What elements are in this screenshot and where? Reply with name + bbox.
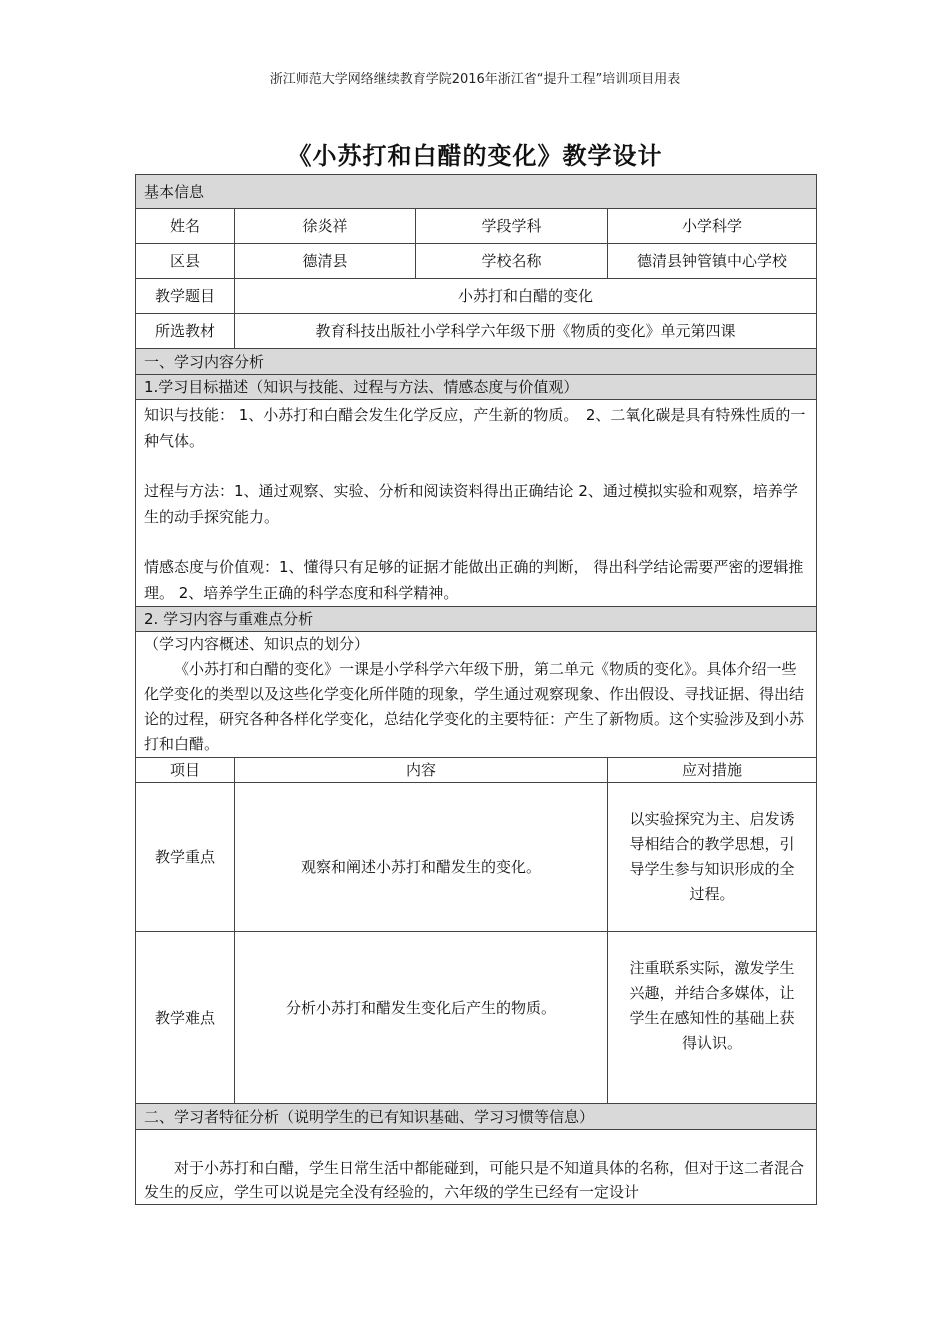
section2-heading-row <box>136 1104 817 1130</box>
page-title: 《小苏打和白醋的变化》教学设计 <box>287 142 663 170</box>
column-header-item: 项目 <box>136 758 235 783</box>
learner-text: 对于小苏打和白醋，学生日常生活中都能碰到，可能只是不知道具体的名称，但对于这二者混合发生的反应，学生可以说是完全没有经验的，六年级的学生已经有一定设计 <box>144 1159 805 1201</box>
topic-row <box>136 279 817 314</box>
content-heading: 2. 学习内容与重难点分析 <box>136 607 817 632</box>
name-value: 徐炎祥 <box>235 209 416 244</box>
goals-heading-row <box>136 375 817 400</box>
content-row <box>136 632 817 758</box>
content-body <box>136 632 817 758</box>
goal-knowledge: 知识与技能： 1、小苏打和白醋会发生化学反应，产生新的物质。 2、二氧化碳是具有特殊性质的一种气体。 <box>144 406 806 450</box>
school-label: 学校名称 <box>416 244 608 279</box>
goals-row <box>136 400 817 607</box>
topic-label: 教学题目 <box>136 279 235 314</box>
key-point-content: 观察和阐述小苏打和醋发生的变化。 <box>235 783 608 932</box>
key-point-label: 教学重点 <box>136 783 235 932</box>
difficult-point-row <box>136 932 817 1104</box>
goal-attitude: 情感态度与价值观：1、懂得只有足够的证据才能做出正确的判断， 得出科学结论需要严密的逻辑推理。 2、培养学生正确的科学态度和科学精神。 <box>144 558 804 602</box>
difficult-point-measure: 注重联系实际，激发学生兴趣，并结合多媒体，让学生在感知性的基础上获得认识。 <box>608 932 817 1104</box>
textbook-value: 教育科技出版社小学科学六年级下册《物质的变化》单元第四课 <box>235 314 817 349</box>
content-text: 《小苏打和白醋的变化》一课是小学科学六年级下册，第二单元《物质的变化》。具体介绍一些化学变化的类型以及这些化学变化所伴随的现象，学生通过观察现象、作出假设、寻找证据、得出结论的过程，研究各种各样化学变化，总结化学变化的主要特征：产生了新物质。这个实验涉及到小苏打和白醋。 <box>144 660 805 753</box>
key-point-measure: 以实验探究为主、启发诱导相结合的教学思想，引导学生参与知识形成的全过程。 <box>608 783 817 932</box>
learner-row <box>136 1130 817 1205</box>
column-header-content: 内容 <box>235 758 608 783</box>
points-header-row <box>136 758 817 783</box>
section2-heading: 二、学习者特征分析（说明学生的已有知识基础、学习习惯等信息） <box>136 1104 817 1130</box>
topic-value: 小苏打和白醋的变化 <box>235 279 817 314</box>
learner-body <box>136 1130 817 1205</box>
basic-info-row <box>136 175 817 209</box>
lesson-design-table <box>135 174 817 1205</box>
textbook-label: 所选教材 <box>136 314 235 349</box>
district-row <box>136 244 817 279</box>
district-label: 区县 <box>136 244 235 279</box>
subject-label: 学段学科 <box>416 209 608 244</box>
difficult-point-label: 教学难点 <box>136 932 235 1104</box>
section1-heading-row <box>136 349 817 375</box>
difficult-point-content: 分析小苏打和醋发生变化后产生的物质。 <box>235 932 608 1104</box>
column-header-measure: 应对措施 <box>608 758 817 783</box>
school-value: 德清县钟管镇中心学校 <box>608 244 817 279</box>
name-label: 姓名 <box>136 209 235 244</box>
content-heading-row <box>136 607 817 632</box>
basic-info-heading: 基本信息 <box>136 175 817 209</box>
goals-body <box>136 400 817 607</box>
content-subheading: （学习内容概述、知识点的划分） <box>144 635 370 653</box>
district-value: 德清县 <box>235 244 416 279</box>
document-header: 浙江师范大学网络继续教育学院2016年浙江省“提升工程”培训项目用表 <box>269 72 681 87</box>
goals-heading: 1.学习目标描述（知识与技能、过程与方法、情感态度与价值观） <box>136 375 817 400</box>
goal-process: 过程与方法：1、通过观察、实验、分析和阅读资料得出正确结论 2、通过模拟实验和观察，培养学生的动手探究能力。 <box>144 482 798 526</box>
subject-value: 小学科学 <box>608 209 817 244</box>
key-point-row <box>136 783 817 932</box>
name-row <box>136 209 817 244</box>
section1-heading: 一、学习内容分析 <box>136 349 817 375</box>
textbook-row <box>136 314 817 349</box>
